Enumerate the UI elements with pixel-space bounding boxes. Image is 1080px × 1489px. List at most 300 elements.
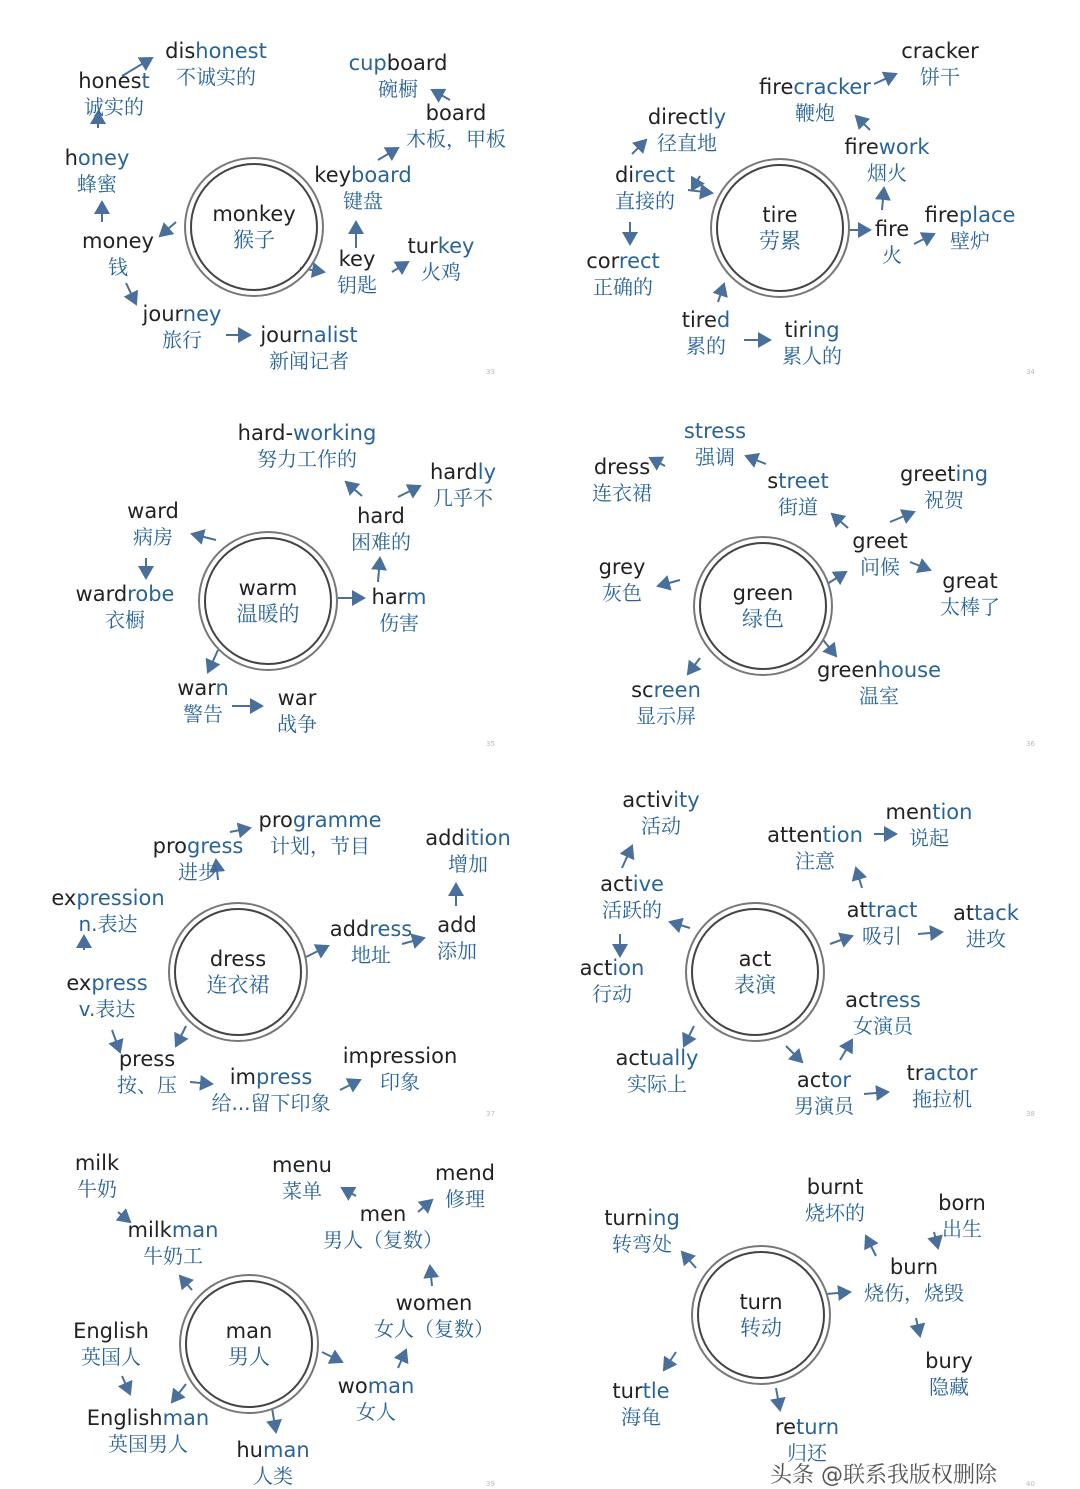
word-cn: 注意 <box>795 849 835 873</box>
center-word-cn: 温暖的 <box>236 602 300 626</box>
word-en: attract <box>846 898 918 922</box>
word-node <box>759 74 871 126</box>
word-cn: 壁炉 <box>949 229 990 253</box>
word-en: firecracker <box>759 75 871 99</box>
word-node <box>236 1437 309 1489</box>
word-node <box>78 68 150 120</box>
word-cn: 径直地 <box>657 131 717 155</box>
word-cn: 火鸡 <box>420 260 461 284</box>
arrow <box>622 846 632 868</box>
word-node <box>177 675 229 727</box>
center-word-circle <box>174 908 302 1036</box>
word-cn: 地址 <box>350 943 391 967</box>
arrow <box>658 580 680 586</box>
word-node <box>277 685 317 737</box>
word-node <box>258 807 381 859</box>
arrow <box>820 636 836 656</box>
word-en: actor <box>796 1068 852 1092</box>
center-word-circle <box>190 163 318 291</box>
center-word-en: green <box>732 581 794 605</box>
word-node <box>51 885 164 937</box>
word-cn: 牛奶工 <box>143 1244 203 1268</box>
word-en: grey <box>598 555 646 579</box>
word-cn: 增加 <box>448 852 488 876</box>
center-word-circle <box>185 1280 313 1408</box>
center-word-cn: 连衣裙 <box>206 973 270 997</box>
word-en: programme <box>258 808 382 832</box>
arrow <box>776 1388 780 1410</box>
word-cn: 归还 <box>787 1441 827 1465</box>
word-cn: 男演员 <box>794 1094 854 1118</box>
center-word-en: monkey <box>212 202 296 226</box>
word-en: key <box>338 247 376 271</box>
word-en: attack <box>953 901 1019 925</box>
arrow <box>718 284 724 302</box>
word-cn: 进攻 <box>965 927 1006 951</box>
word-cn: 伤害 <box>378 611 419 635</box>
center-word-cn: 男人 <box>228 1345 270 1369</box>
word-en: honey <box>64 146 130 170</box>
word-node <box>580 955 645 1007</box>
word-en: add <box>437 913 477 937</box>
word-node <box>272 1152 332 1204</box>
word-cn: 给...留下印象 <box>211 1091 331 1115</box>
word-node <box>66 970 147 1022</box>
word-node <box>940 568 1000 620</box>
word-en: addition <box>425 826 511 850</box>
word-node <box>437 912 477 964</box>
word-en: harm <box>371 585 427 609</box>
word-en: human <box>236 1438 310 1462</box>
word-node <box>238 420 377 472</box>
word-node <box>349 50 448 102</box>
word-node <box>330 916 413 968</box>
word-node <box>323 1201 443 1253</box>
arrow <box>378 148 398 160</box>
word-cn: n.表达 <box>78 912 138 936</box>
word-cn: 街道 <box>778 495 818 519</box>
word-node <box>817 657 941 709</box>
word-cn: 衣橱 <box>104 608 145 632</box>
word-en: ward <box>127 499 179 523</box>
word-en: impression <box>342 1044 458 1068</box>
word-en: great <box>942 569 998 593</box>
word-en: warn <box>177 676 229 700</box>
arrow <box>832 514 848 528</box>
center-word-cn: 猴子 <box>233 228 275 252</box>
word-cn: 人类 <box>252 1464 293 1488</box>
word-cn: 蜂蜜 <box>76 172 117 196</box>
arrow <box>682 1252 696 1268</box>
arrow <box>910 562 930 570</box>
word-en: directly <box>647 105 727 129</box>
word-cn: 拖拉机 <box>911 1087 972 1111</box>
arrow <box>346 482 362 496</box>
word-en: street <box>767 469 829 493</box>
word-en: milkman <box>127 1218 219 1242</box>
word-cn: 烧坏的 <box>805 1201 865 1225</box>
arrow <box>430 1266 432 1286</box>
arrow <box>840 1040 852 1060</box>
word-en: keyboard <box>314 163 412 187</box>
arrow <box>190 1082 212 1084</box>
word-cn: 温室 <box>858 684 899 708</box>
word-node <box>165 38 267 90</box>
word-node <box>75 1150 119 1202</box>
arrow <box>688 190 712 193</box>
word-en: bury <box>925 1349 973 1373</box>
word-node <box>599 554 646 606</box>
page-number: 37 <box>486 1110 495 1118</box>
arrow <box>392 262 408 272</box>
word-node <box>372 584 427 636</box>
arrow <box>322 1352 342 1362</box>
word-node <box>925 202 1016 254</box>
word-node <box>117 1046 177 1098</box>
arrow <box>192 534 216 540</box>
word-node <box>864 1254 964 1306</box>
word-node <box>631 677 701 729</box>
center-word-cn: 转动 <box>740 1316 782 1340</box>
word-en: express <box>66 971 148 995</box>
arrow <box>664 1352 676 1370</box>
word-cn: 吸引 <box>861 924 902 948</box>
word-cn: 出生 <box>941 1217 982 1241</box>
arrow <box>208 650 218 672</box>
word-node <box>406 100 506 152</box>
center-word-circle <box>204 537 332 665</box>
word-cn: 按、压 <box>117 1073 177 1097</box>
word-cn: v.表达 <box>78 997 136 1021</box>
word-cn: 木板，甲板 <box>406 127 506 151</box>
word-node <box>901 38 979 90</box>
center-word-circle <box>699 542 827 670</box>
word-en: men <box>359 1202 407 1226</box>
word-en: honest <box>78 69 150 93</box>
word-cn: 累人的 <box>782 344 842 368</box>
word-cn: 隐藏 <box>928 1375 969 1399</box>
arrow <box>692 176 700 190</box>
arrow <box>300 268 324 272</box>
word-en: direct <box>614 163 676 187</box>
word-cn: 问候 <box>859 555 900 579</box>
word-en: stress <box>683 419 747 443</box>
word-node <box>408 233 475 285</box>
word-en: correct <box>586 249 660 273</box>
page-number: 36 <box>1026 740 1035 748</box>
word-node <box>425 825 511 877</box>
arrow <box>272 1408 276 1432</box>
word-cn: 新闻记者 <box>268 349 349 373</box>
word-cn: 累的 <box>685 334 726 358</box>
word-en: tired <box>681 308 731 332</box>
word-node <box>592 454 652 506</box>
word-cn: 几乎不 <box>432 486 493 510</box>
word-en: press <box>118 1047 176 1071</box>
word-node <box>314 162 411 214</box>
arrow <box>172 1384 186 1402</box>
center-word-en: man <box>225 1319 273 1343</box>
word-en: money <box>82 229 154 253</box>
word-en: dress <box>593 455 651 479</box>
center-word-cn: 绿色 <box>742 607 784 631</box>
page-number: 39 <box>486 1480 495 1488</box>
arrow <box>180 1276 192 1290</box>
word-cn: 女人 <box>355 1400 396 1424</box>
arrow <box>866 1236 876 1256</box>
word-en: journalist <box>260 323 358 347</box>
arrow <box>864 1092 888 1094</box>
word-node <box>616 1045 699 1097</box>
word-node <box>82 228 154 280</box>
word-en: tiring <box>784 318 840 342</box>
arrow <box>126 283 136 304</box>
word-node <box>615 162 675 214</box>
word-node <box>604 1205 680 1257</box>
word-cn: 印象 <box>380 1070 420 1094</box>
arrow <box>882 188 884 210</box>
word-cn: 显示屏 <box>635 704 696 728</box>
word-en: impress <box>229 1065 313 1089</box>
word-en: menu <box>272 1153 332 1177</box>
watermark: 头条 @联系我版权删除 <box>770 1463 997 1488</box>
word-en: mend <box>434 1161 496 1185</box>
word-cn: 太棒了 <box>940 595 1000 619</box>
word-node <box>648 104 726 156</box>
word-cn: 火 <box>881 243 902 267</box>
word-node <box>775 1414 839 1466</box>
page-number: 34 <box>1026 368 1035 376</box>
word-cn: 烟火 <box>867 161 907 185</box>
word-cn: 诚实的 <box>84 95 144 119</box>
word-en: greenhouse <box>817 658 941 682</box>
word-node <box>65 145 130 197</box>
word-en: burn <box>889 1255 939 1279</box>
arrow <box>304 946 328 958</box>
page-number: 38 <box>1026 1110 1035 1118</box>
word-node <box>127 498 179 550</box>
word-en: milk <box>74 1151 120 1175</box>
word-cn: 困难的 <box>351 530 411 554</box>
word-cn: 活动 <box>640 814 681 838</box>
word-cn: 强调 <box>695 445 735 469</box>
word-en: return <box>774 1415 840 1439</box>
word-cn: 女演员 <box>852 1014 913 1038</box>
word-en: wardrobe <box>75 582 175 606</box>
word-en: actress <box>845 988 921 1012</box>
word-cn: 转弯处 <box>611 1232 672 1256</box>
word-node <box>900 461 988 513</box>
page-number: 33 <box>486 368 495 376</box>
word-en: burnt <box>806 1175 864 1199</box>
word-cn: 男人（复数） <box>323 1228 443 1252</box>
word-en: dishonest <box>165 39 267 63</box>
word-en: cracker <box>901 39 979 63</box>
word-node <box>925 1348 973 1400</box>
word-node <box>143 301 222 353</box>
word-cn: 直接的 <box>614 189 675 213</box>
word-en: greet <box>852 529 908 553</box>
word-cn: 键盘 <box>342 189 383 213</box>
center-word-circle <box>697 1251 825 1379</box>
word-en: attention <box>767 823 863 847</box>
arrow <box>378 558 380 582</box>
center-word-en: warm <box>238 576 298 600</box>
word-en: hardly <box>429 460 497 484</box>
word-cn: 实际上 <box>627 1072 687 1096</box>
word-en: firework <box>844 135 930 159</box>
center-word-en: turn <box>739 1290 783 1314</box>
page-number: 40 <box>1026 1480 1035 1488</box>
word-node <box>794 1067 854 1119</box>
word-en: screen <box>631 678 701 702</box>
word-node <box>351 503 411 555</box>
word-cn: 连衣裙 <box>592 481 652 505</box>
word-cn: 钱 <box>108 255 128 279</box>
center-word-en: act <box>738 947 772 971</box>
word-en: board <box>425 101 487 125</box>
word-cn: 病房 <box>132 525 173 549</box>
word-en: progress <box>152 834 244 858</box>
word-en: journey <box>142 302 222 326</box>
arrow <box>176 1026 186 1046</box>
word-cn: 牛奶 <box>76 1177 117 1201</box>
arrow <box>684 1026 694 1046</box>
word-en: turkey <box>407 234 475 258</box>
arrow <box>824 572 846 586</box>
page-number: 35 <box>486 740 495 748</box>
arrow <box>786 1046 802 1062</box>
arrow <box>398 1350 406 1368</box>
word-node <box>76 581 175 633</box>
word-en: woman <box>337 1374 415 1398</box>
arrow <box>122 1376 130 1394</box>
arrow <box>342 1188 356 1196</box>
word-cn: 碗橱 <box>378 77 418 101</box>
word-node <box>600 871 664 923</box>
word-cn: 旅行 <box>162 328 202 352</box>
word-en: activity <box>622 788 700 812</box>
word-cn: 活跃的 <box>602 898 662 922</box>
word-cn: 战争 <box>277 712 317 736</box>
word-cn: 钥匙 <box>337 273 377 297</box>
word-node <box>343 1043 458 1095</box>
word-node <box>338 1373 415 1425</box>
word-cn: 英国男人 <box>108 1432 188 1456</box>
word-cn: 灰色 <box>601 581 642 605</box>
word-node <box>684 418 746 470</box>
word-cn: 说起 <box>908 826 949 850</box>
word-en: fireplace <box>924 203 1016 227</box>
word-node <box>852 528 908 580</box>
arrow <box>670 922 690 928</box>
arrow <box>826 1292 850 1294</box>
word-cn: 英国人 <box>80 1345 141 1369</box>
word-node <box>374 1290 494 1342</box>
word-cn: 计划，节目 <box>270 834 370 858</box>
arrow <box>890 512 914 522</box>
word-node <box>128 1217 219 1269</box>
arrow <box>918 932 942 934</box>
word-en: hard <box>357 504 405 528</box>
word-node <box>875 216 909 268</box>
word-node <box>886 799 973 851</box>
word-cn: 添加 <box>437 939 477 963</box>
word-cn: 进步 <box>177 860 218 884</box>
center-word-en: tire <box>762 203 798 227</box>
word-node <box>805 1174 865 1226</box>
word-en: address <box>329 917 413 941</box>
word-en: turtle <box>612 1379 670 1403</box>
word-cn: 女人（复数） <box>374 1317 494 1341</box>
word-en: action <box>579 956 645 980</box>
word-cn: 烧伤，烧毁 <box>864 1281 964 1305</box>
word-node <box>260 322 357 374</box>
word-node <box>767 468 828 520</box>
word-en: mention <box>885 800 973 824</box>
word-node <box>153 833 244 885</box>
word-en: war <box>277 686 317 710</box>
arrow <box>650 458 665 466</box>
word-node <box>844 134 929 186</box>
word-cn: 不诚实的 <box>175 65 256 89</box>
word-en: born <box>938 1191 986 1215</box>
center-word-en: dress <box>209 947 267 971</box>
word-node <box>767 822 863 874</box>
word-en: tractor <box>906 1061 978 1085</box>
word-cn: 正确的 <box>592 275 653 299</box>
word-en: English <box>73 1319 149 1343</box>
word-cn: 海龟 <box>621 1405 661 1429</box>
word-cn: 警告 <box>183 702 223 726</box>
word-node <box>682 307 731 359</box>
arrow <box>160 222 176 236</box>
word-node <box>435 1160 495 1212</box>
word-en: turning <box>604 1206 680 1230</box>
word-en: expression <box>51 886 165 910</box>
arrow <box>688 658 700 674</box>
word-node <box>337 246 377 298</box>
word-en: greeting <box>899 462 989 486</box>
word-cn: 行动 <box>592 982 632 1006</box>
word-node <box>622 787 699 839</box>
arrow <box>398 486 420 497</box>
arrow <box>746 456 766 464</box>
word-node <box>211 1064 330 1116</box>
arrow <box>916 1318 920 1336</box>
word-node <box>938 1190 986 1242</box>
word-en: hard-working <box>237 421 377 445</box>
arrow <box>632 140 646 154</box>
word-cn: 努力工作的 <box>257 447 357 471</box>
word-node <box>847 897 918 949</box>
word-cn: 祝贺 <box>924 488 964 512</box>
word-en: women <box>395 1291 473 1315</box>
center-word-circle <box>716 164 844 292</box>
word-node <box>953 900 1019 952</box>
word-node <box>430 459 496 511</box>
center-word-circle <box>691 908 819 1036</box>
word-node <box>87 1405 209 1457</box>
arrow <box>874 74 896 84</box>
word-cn: 饼干 <box>920 65 960 89</box>
word-cn: 菜单 <box>282 1179 322 1203</box>
arrow <box>230 828 250 832</box>
center-word-cn: 表演 <box>734 973 776 997</box>
word-en: cupboard <box>348 51 448 75</box>
center-word-cn: 劳累 <box>759 229 801 253</box>
word-en: Englishman <box>86 1406 210 1430</box>
